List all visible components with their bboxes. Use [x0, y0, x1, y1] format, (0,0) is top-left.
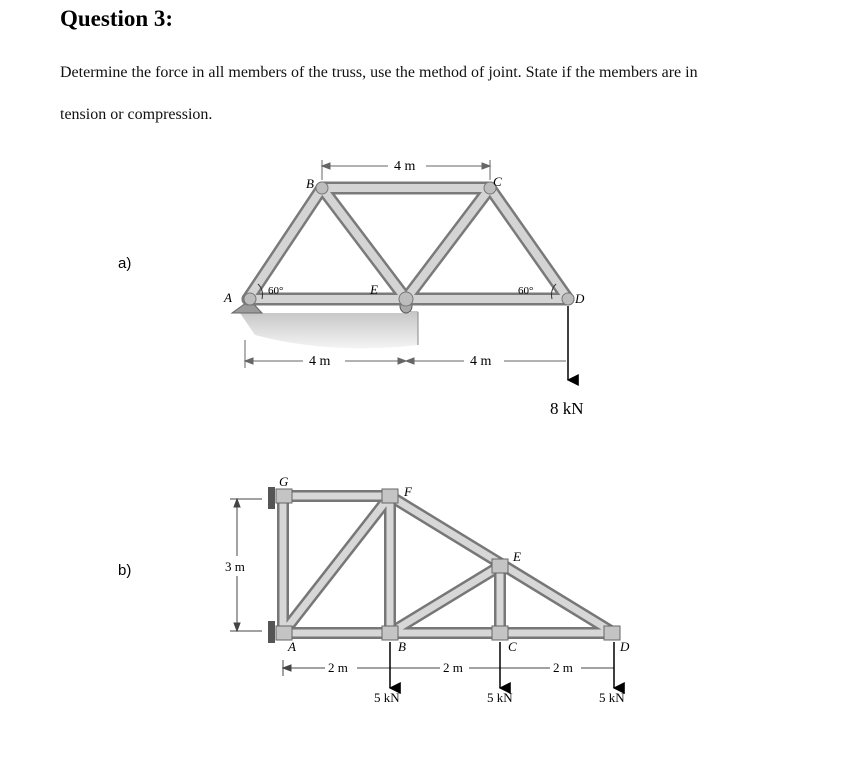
truss-a-top-dimension-label: 4 m	[394, 159, 416, 174]
truss-b-node-label-B: B	[398, 639, 406, 654]
truss-b-node-label-E: E	[513, 549, 521, 564]
truss-b-joint-B	[382, 626, 398, 640]
truss-a-ground	[240, 313, 418, 348]
truss-a-node-label-A: A	[224, 290, 232, 305]
truss-b-node-label-D: D	[620, 639, 630, 654]
question-title: Question 3:	[60, 6, 174, 31]
truss-a-load-label: 8 kN	[550, 399, 584, 418]
truss-b-node-label-G: G	[279, 474, 289, 489]
truss-b-joint-F	[382, 489, 398, 503]
truss-b-wall-support-G	[268, 487, 275, 509]
truss-b-load-label-D: 5 kN	[599, 690, 625, 705]
truss-b-joint-G	[276, 489, 292, 503]
truss-b-load-label-C: 5 kN	[487, 690, 513, 705]
truss-a	[223, 159, 585, 418]
truss-b-height-dimension-label: 3 m	[225, 559, 245, 574]
truss-b-load-label-B: 5 kN	[374, 690, 400, 705]
truss-a-joint-A	[244, 293, 256, 305]
part-b-label: b)	[118, 562, 132, 579]
truss-b-joint-E	[492, 559, 508, 573]
truss-a-angle-A: 60°	[268, 285, 284, 297]
truss-a-bottom-dimension-label-2: 4 m	[470, 354, 492, 369]
truss-a-bottom-dimension-label-1: 4 m	[309, 354, 331, 369]
truss-a-angle-D: 60°	[518, 285, 534, 297]
truss-a-node-label-B: B	[306, 176, 314, 191]
truss-b-joint-C	[492, 626, 508, 640]
truss-a-members	[248, 188, 568, 299]
problem-statement-line-1: Determine the force in all members of the truss, use the method of joint. State if the members are in	[60, 64, 698, 81]
truss-b	[225, 474, 630, 705]
truss-a-joint-D	[562, 293, 574, 305]
truss-b-node-label-A: A	[288, 639, 296, 654]
truss-b-joint-D	[604, 626, 620, 640]
truss-b-span-label-1: 2 m	[328, 660, 348, 675]
part-a-label: a)	[118, 255, 132, 272]
truss-a-node-label-E: E	[370, 282, 378, 297]
truss-b-node-label-C: C	[508, 639, 517, 654]
truss-b-wall-support-A	[268, 621, 275, 643]
problem-statement-line-2: tension or compression.	[60, 106, 213, 123]
truss-a-joint-E	[399, 292, 413, 306]
truss-a-node-label-C: C	[493, 174, 502, 189]
truss-b-joint-A	[276, 626, 292, 640]
truss-b-span-label-2: 2 m	[443, 660, 463, 675]
truss-b-span-label-3: 2 m	[553, 660, 573, 675]
truss-a-node-label-D: D	[575, 291, 585, 306]
truss-a-joint-B	[316, 182, 328, 194]
truss-b-node-label-F: F	[404, 484, 412, 499]
